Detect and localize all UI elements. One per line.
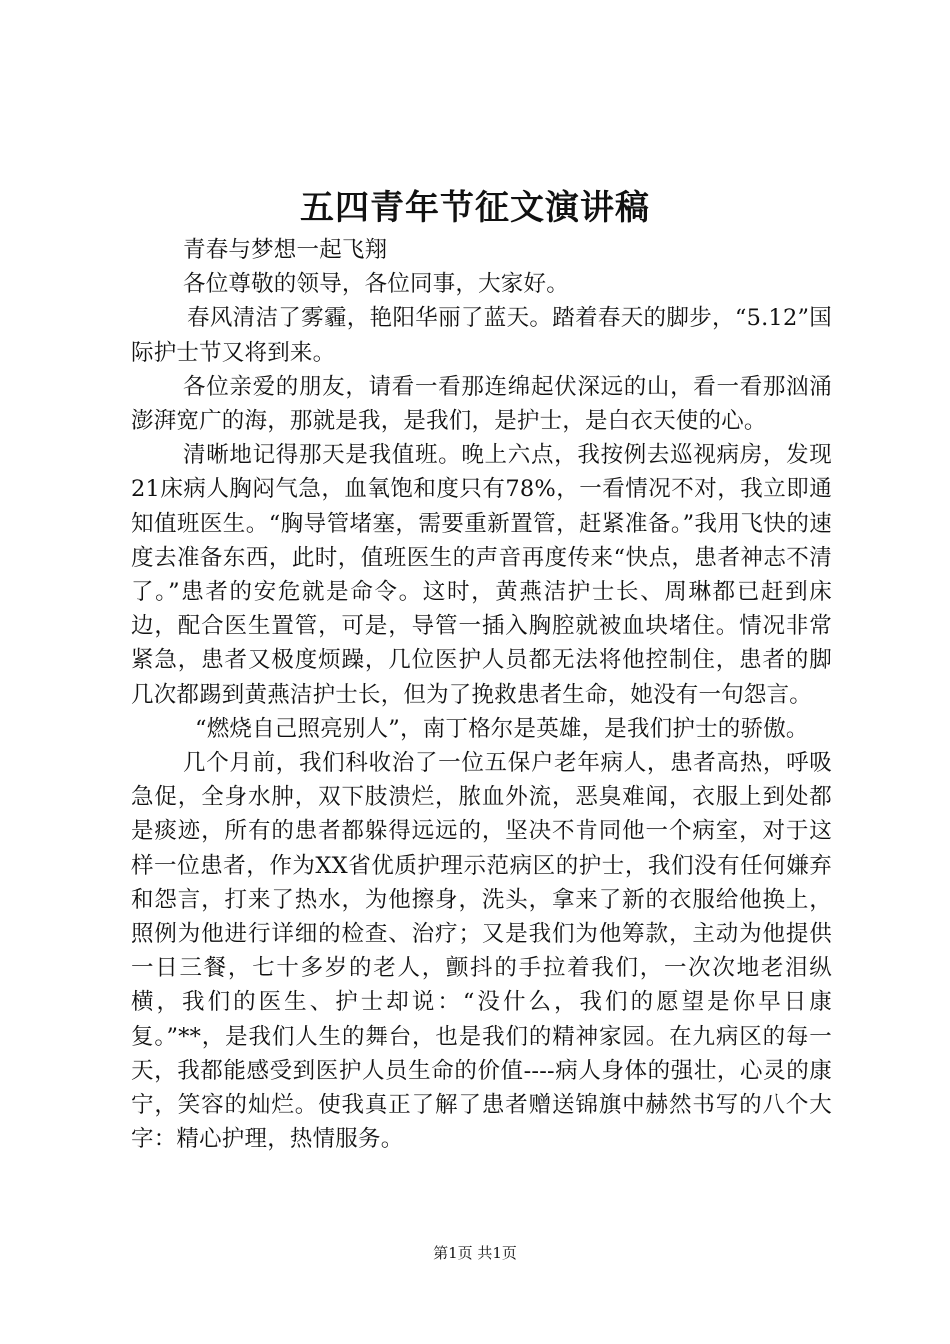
paragraph-1: 春风清洁了雾霾，艳阳华丽了蓝天。踏着春天的脚步，“5.12”国际护士节又将到来。	[131, 305, 832, 366]
paragraph-greeting: 各位尊敬的领导，各位同事，大家好。	[183, 271, 569, 298]
document-title: 五四青年节征文演讲稿	[300, 188, 650, 228]
paragraph-subtitle: 青春与梦想一起飞翔	[183, 237, 388, 263]
paragraph-4: “燃烧自己照亮别人”，南丁格尔是英雄，是我们护士的骄傲。	[195, 715, 809, 742]
document-body	[131, 233, 832, 1156]
paragraph-2: 各位亲爱的朋友，请看一看那连绵起伏深远的山，看一看那汹涌澎湃宽广的海，那就是我，是我们，是护士，是白衣天使的心。	[131, 373, 832, 435]
paragraph-5: 几个月前，我们科收治了一位五保户老年病人，患者高热，呼吸急促，全身水肿，双下肢溃烂，脓血外流，恶臭难闻，衣服上到处都是痰迹，所有的患者都躲得远远的，坚决不肯同他一个病室，对于这样一位患者，作为XX省优质护理示范病区的护士，我们没有任何嫌弃和怨言，打来了热水，为他擦身，洗头，拿来了新的衣服给他换上，照例为他进行详细的检查、治疗；又是我们为他筹款，主动为他提供一日三餐，七十多岁的老人，颤抖的手拉着我们，一次次地老泪纵横，我们的医生、护士却说：“没什么，我们的愿望是你早日康复。”**，是我们人生的舞台，也是我们的精神家园。在九病区的每一天，我都能感受到医护人员生命的价值----病人身体的强壮，心灵的康宁，笑容的灿烂。使我真正了解了患者赠送锦旗中赫然书写的八个大字：精心护理，热情服务。	[131, 750, 832, 1153]
paragraph-3: 清晰地记得那天是我值班。晚上六点，我按例去巡视病房，发现21床病人胸闷气急，血氧饱和度只有78%，一看情况不对，我立即通知值班医生。“胸导管堵塞，需要重新置管，赶紧准备。”我用飞快的速度去准备东西，此时，值班医生的声音再度传来“快点，患者神志不清了。”患者的安危就是命令。这时，黄燕洁护士长、周琳都已赶到床边，配合医生置管，可是，导管一插入胸腔就被血块堵住。情况非常紧急，患者又极度烦躁，几位医护人员都无法将他控制住，患者的脚几次都踢到黄燕洁护士长，但为了挽救患者生命，她没有一句怨言。	[131, 442, 832, 708]
page-footer: 第1页 共1页	[433, 1244, 517, 1262]
